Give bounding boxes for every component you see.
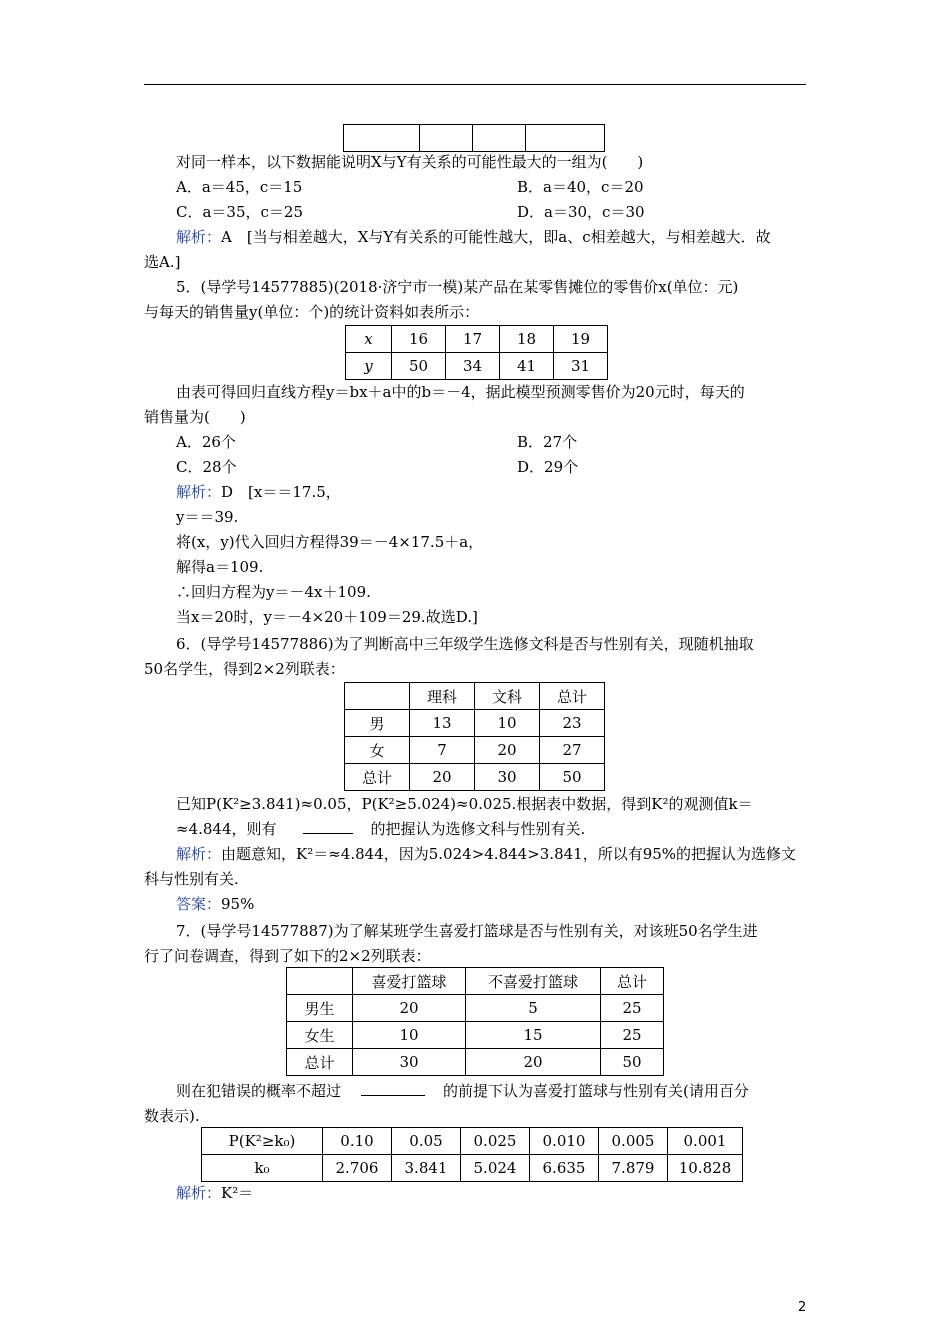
table-cell: 50: [601, 1049, 664, 1076]
q6-analysis-cont: 科与性别有关.: [144, 870, 239, 888]
table-cell: 3.841: [392, 1155, 461, 1182]
table-row: [287, 995, 664, 1022]
table-cell: 10: [475, 710, 540, 737]
q6-text-part: ≈4.844，则有: [176, 820, 277, 838]
table-cell: 文科: [475, 683, 540, 710]
table-cell: 25: [601, 1022, 664, 1049]
table-cell: y: [346, 353, 392, 380]
table-cell: P(K²≥k₀): [202, 1128, 323, 1155]
table-cell: [345, 683, 410, 710]
q6-stem-line1: 6．(导学号14577886)为了判断高中三年级学生选修文科是否与性别有关，现随机抽取: [176, 635, 754, 653]
table-cell: 0.10: [323, 1128, 392, 1155]
q5-analysis-line: 解得a＝109.: [176, 558, 264, 576]
q5-option-a: A．26个: [176, 433, 236, 451]
table-cell: 不喜爱打篮球: [466, 968, 601, 995]
page-number: 2: [798, 1300, 807, 1315]
q5-stem-line1: 5．(导学号14577885)(2018·济宁市一模)某产品在某零售摊位的零售价x(单位：元): [176, 278, 739, 296]
table-cell: k₀: [202, 1155, 323, 1182]
table-cell: 50: [392, 353, 446, 380]
q6-stem-line2: 50名学生，得到2×2列联表：: [144, 660, 345, 678]
q4-analysis-cont: 选A.]: [144, 253, 181, 271]
table-cell: 女: [345, 737, 410, 764]
q4-option-b: B．a＝40，c＝20: [517, 178, 644, 196]
table-row: [346, 326, 608, 353]
analysis-label: 解析：: [176, 483, 222, 501]
q6-analysis: [176, 844, 796, 864]
q5-option-c: C．28个: [176, 458, 237, 476]
table-row: [287, 1049, 664, 1076]
table-cell: 50: [540, 764, 605, 791]
table-cell: 23: [540, 710, 605, 737]
q6-analysis-text: 由题意知，K²＝≈4.844，因为5.024>4.844>3.841，所以有95%的把握认为选修文: [221, 845, 797, 863]
analysis-label: 解析：: [176, 228, 222, 246]
table-cell: 0.025: [461, 1128, 530, 1155]
q5-analysis: [176, 482, 341, 502]
q7-answer-blank: [361, 1095, 425, 1096]
q5-analysis-line: ∴回归方程为y＝－4x＋109.: [176, 583, 371, 601]
analysis-label: 解析：: [176, 1184, 222, 1202]
table-cell: 34: [446, 353, 500, 380]
q5-data-table: [345, 325, 608, 380]
q7-analysis: [176, 1183, 253, 1203]
q6-answer-blank: [303, 833, 353, 834]
table-row: [346, 353, 608, 380]
q6-text-part: 的把握认为选修文科与性别有关.: [370, 820, 586, 838]
q5-text-line1: 由表可得回归直线方程y＝bx＋a中的b＝－4，据此模型预测零售价为20元时，每天的: [176, 383, 745, 401]
header-rule: [144, 84, 806, 85]
table-cell: 女生: [287, 1022, 353, 1049]
table-cell: [287, 968, 353, 995]
table-cell: 0.001: [668, 1128, 743, 1155]
q6-answer-value: 95%: [221, 895, 255, 913]
q4-analysis: [176, 227, 771, 247]
table-cell: 17: [446, 326, 500, 353]
q4-stem: 对同一样本，以下数据能说明X与Y有关系的可能性最大的一组为( ): [176, 153, 644, 171]
table-row: [202, 1128, 743, 1155]
table-cell: 20: [475, 737, 540, 764]
table-row: [287, 968, 664, 995]
q5-analysis-line: y＝＝39.: [176, 508, 239, 526]
q4-option-c: C．a＝35，c＝25: [176, 203, 303, 221]
q7-stem-line2: 行了问卷调查，得到了如下的2×2列联表：: [144, 947, 431, 965]
q6-text-line1: 已知P(K²≥3.841)≈0.05，P(K²≥5.024)≈0.025.根据表中数据，得到K²的观测值k＝: [176, 795, 753, 813]
q4-partial-table: [343, 124, 605, 152]
table-cell: 19: [554, 326, 608, 353]
table-cell: 总计: [540, 683, 605, 710]
table-cell: 总计: [287, 1049, 353, 1076]
q5-option-b: B．27个: [517, 433, 578, 451]
q7-critical-value-table: [201, 1127, 743, 1182]
q6-answer: [176, 894, 254, 914]
table-cell: 0.005: [599, 1128, 668, 1155]
q5-stem-line2: 与每天的销售量y(单位：个)的统计资料如表所示：: [144, 303, 480, 321]
table-cell: 7: [410, 737, 475, 764]
q4-analysis-text: A [当与相差越大，X与Y有关系的可能性越大，即a、c相差越大，与相差越大．故: [221, 228, 771, 246]
q7-text-part: 的前提下认为喜爱打篮球与性别有关(请用百分: [443, 1082, 749, 1100]
table-cell: 27: [540, 737, 605, 764]
table-cell: 30: [353, 1049, 466, 1076]
table-cell: 喜爱打篮球: [353, 968, 466, 995]
q7-contingency-table: [286, 967, 664, 1076]
table-cell: 20: [353, 995, 466, 1022]
table-row: [345, 683, 605, 710]
table-cell: 41: [500, 353, 554, 380]
q7-analysis-text: K²＝: [221, 1184, 254, 1202]
table-row: [287, 1022, 664, 1049]
q5-text-line2: 销售量为( ): [144, 408, 246, 426]
table-row: [202, 1155, 743, 1182]
table-cell: x: [346, 326, 392, 353]
answer-label: 答案：: [176, 895, 222, 913]
table-cell: 2.706: [323, 1155, 392, 1182]
table-cell: 7.879: [599, 1155, 668, 1182]
q7-text-line1: [176, 1081, 749, 1101]
table-cell: 男: [345, 710, 410, 737]
table-row: [345, 710, 605, 737]
table-cell: 15: [466, 1022, 601, 1049]
table-cell: 5: [466, 995, 601, 1022]
q4-option-a: A．a＝45，c＝15: [176, 178, 303, 196]
table-row: [345, 737, 605, 764]
table-cell: 18: [500, 326, 554, 353]
q7-text-line2: 数表示).: [144, 1107, 200, 1125]
table-cell: 0.05: [392, 1128, 461, 1155]
q7-text-part: 则在犯错误的概率不超过: [176, 1082, 342, 1100]
q7-stem-line1: 7．(导学号14577887)为了解某班学生喜爱打篮球是否与性别有关，对该班50名学生进: [176, 922, 758, 940]
table-cell: 理科: [410, 683, 475, 710]
q4-option-d: D．a＝30，c＝30: [517, 203, 645, 221]
q5-option-d: D．29个: [517, 458, 579, 476]
table-cell: 20: [466, 1049, 601, 1076]
table-cell: 16: [392, 326, 446, 353]
q5-analysis-line: D [x＝＝17.5，: [221, 483, 341, 501]
table-cell: 20: [410, 764, 475, 791]
table-cell: 10.828: [668, 1155, 743, 1182]
table-cell: 30: [475, 764, 540, 791]
table-cell: 10: [353, 1022, 466, 1049]
table-row: [345, 764, 605, 791]
table-cell: 13: [410, 710, 475, 737]
table-cell: 总计: [345, 764, 410, 791]
table-cell: 6.635: [530, 1155, 599, 1182]
q5-analysis-line: 将(x，y)代入回归方程得39＝－4×17.5＋a，: [176, 533, 484, 551]
table-cell: 25: [601, 995, 664, 1022]
table-cell: 总计: [601, 968, 664, 995]
table-cell: 31: [554, 353, 608, 380]
analysis-label: 解析：: [176, 845, 222, 863]
q6-text-line2: [176, 819, 585, 839]
table-cell: 0.010: [530, 1128, 599, 1155]
table-cell: 5.024: [461, 1155, 530, 1182]
q6-contingency-table: [344, 682, 605, 791]
q5-analysis-line: 当x＝20时，y＝－4×20＋109＝29.故选D.]: [176, 608, 478, 626]
table-cell: 男生: [287, 995, 353, 1022]
